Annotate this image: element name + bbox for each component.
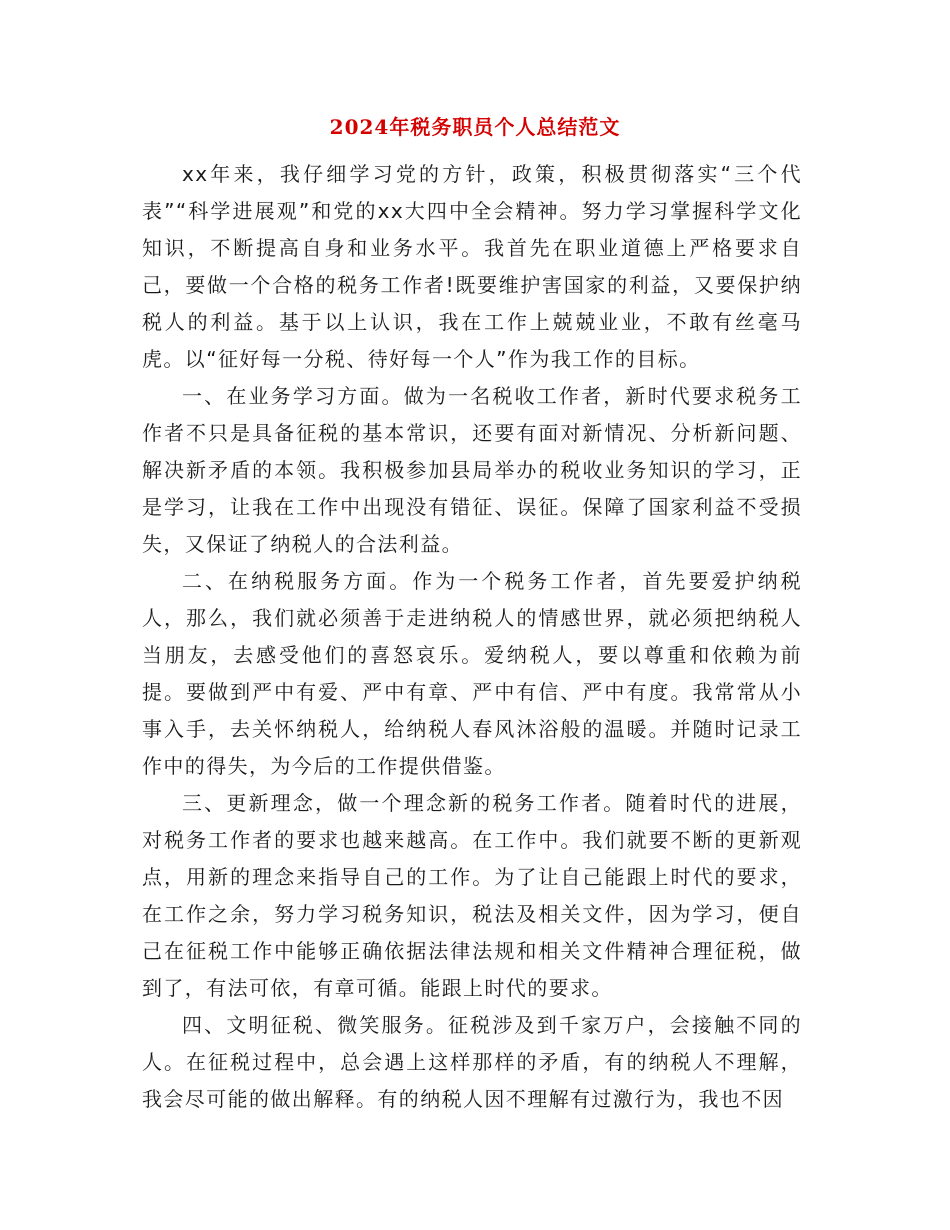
paragraph-intro: xx年来，我仔细学习党的方针，政策，积极贯彻落实“三个代表”“科学进展观”和党的xx大四中全会精神。努力学习掌握科学文化知识，不断提高自身和业务水平。我首先在职业道德上严格要求自己，要做一个合格的税务工作者!既要维护害国家的利益，又要保护纳税人的利益。基于以上认识，我在工作上兢兢业业，不敢有丝毫马虎。以“征好每一分税、待好每一个人”作为我工作的目标。 (142, 162, 802, 371)
document-body (142, 156, 802, 1118)
document-title: 2024年税务职员个人总结范文 (329, 115, 621, 139)
paragraph-civilized-tax: 四、文明征税、微笑服务。征税涉及到千家万户，会接触不同的人。在征税过程中，总会遇上这样那样的矛盾，有的纳税人不理解，我会尽可能的做出解释。有的纳税人因不理解有过激行为，我也不因 (142, 1013, 802, 1111)
paragraph-business-study: 一、在业务学习方面。做为一名税收工作者，新时代要求税务工作者不只是具备征税的基本常识，还要有面对新情况、分析新问题、解决新矛盾的本领。我积极参加县局举办的税收业务知识的学习，正是学习，让我在工作中出现没有错征、误征。保障了国家利益不受损失，又保证了纳税人的合法利益。 (142, 384, 802, 556)
paragraph-update-concepts: 三、更新理念，做一个理念新的税务工作者。随着时代的进展，对税务工作者的要求也越来越高。在工作中。我们就要不断的更新观点，用新的理念来指导自己的工作。为了让自己能跟上时代的要求，在工作之余，努力学习税务知识，税法及相关文件，因为学习，便自己在征税工作中能够正确依据法律法规和相关文件精神合理征税，做到了，有法可依，有章可循。能跟上时代的要求。 (142, 791, 802, 1000)
paragraph-taxpayer-service: 二、在纳税服务方面。作为一个税务工作者，首先要爱护纳税人，那么，我们就必须善于走进纳税人的情感世界，就必须把纳税人当朋友，去感受他们的喜怒哀乐。爱纳税人，要以尊重和依赖为前提。要做到严中有爱、严中有章、严中有信、严中有度。我常常从小事入手，去关怀纳税人，给纳税人春风沐浴般的温暖。并随时记录工作中的得失，为今后的工作提供借鉴。 (142, 569, 802, 778)
